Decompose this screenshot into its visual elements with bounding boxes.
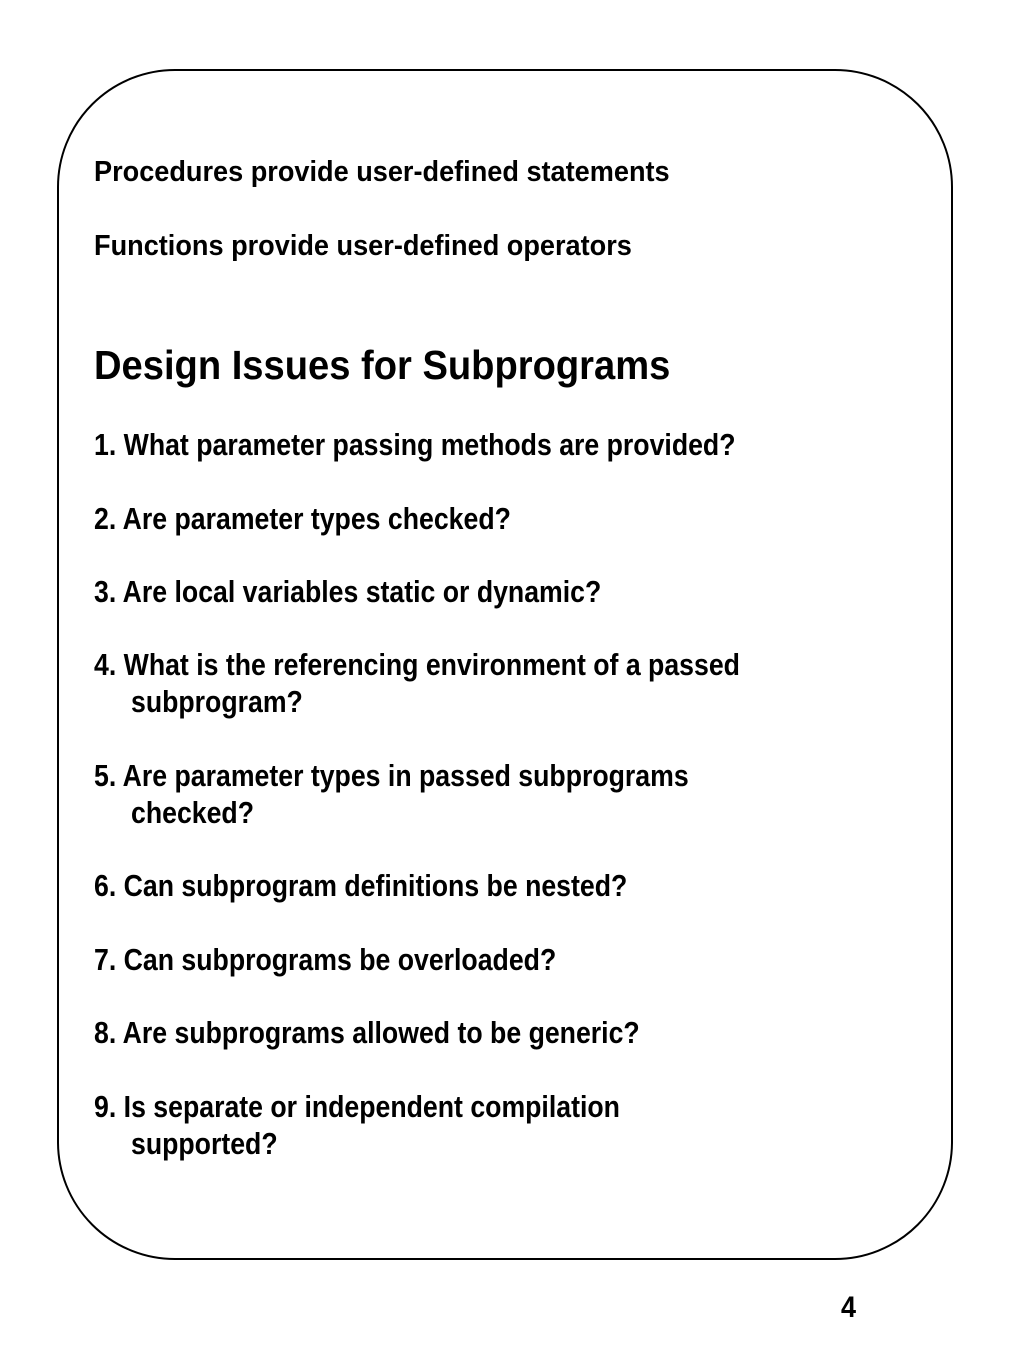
item-text: Can subprogram definitions be nested? xyxy=(123,868,628,903)
list-item xyxy=(94,944,556,975)
page-number: 4 xyxy=(841,1291,857,1324)
item-text: Are local variables static or dynamic? xyxy=(122,574,602,609)
item-number: 3. xyxy=(94,574,117,609)
item-text: Can subprograms be overloaded? xyxy=(123,942,557,977)
list-item xyxy=(94,649,740,680)
list-item xyxy=(94,429,736,460)
list-item xyxy=(94,1091,620,1122)
intro-line: Procedures provide user-defined statements xyxy=(94,156,670,188)
item-number: 7. xyxy=(94,942,117,977)
item-continuation: subprogram? xyxy=(131,684,303,719)
item-text: Are parameter types checked? xyxy=(122,501,511,536)
list-item xyxy=(94,870,627,901)
item-continuation: checked? xyxy=(131,795,254,830)
intro-line: Functions provide user-defined operators xyxy=(94,230,632,262)
item-text: What parameter passing methods are provided? xyxy=(123,427,736,462)
item-text: Are subprograms allowed to be generic? xyxy=(122,1015,640,1050)
item-text: What is the referencing environment of a passed xyxy=(123,647,740,682)
item-number: 4. xyxy=(94,647,117,682)
item-continuation: supported? xyxy=(131,1126,278,1161)
item-number: 8. xyxy=(94,1015,117,1050)
list-item xyxy=(94,760,689,791)
list-item xyxy=(94,576,601,607)
item-number: 2. xyxy=(94,501,117,536)
item-text: Are parameter types in passed subprograms xyxy=(122,758,689,793)
item-number: 6. xyxy=(94,868,117,903)
item-number: 5. xyxy=(94,758,117,793)
list-item xyxy=(94,1017,640,1048)
section-heading: Design Issues for Subprograms xyxy=(94,342,671,388)
item-text: Is separate or independent compilation xyxy=(123,1089,620,1124)
item-number: 1. xyxy=(94,427,117,462)
list-item xyxy=(94,503,511,534)
item-number: 9. xyxy=(94,1089,117,1124)
